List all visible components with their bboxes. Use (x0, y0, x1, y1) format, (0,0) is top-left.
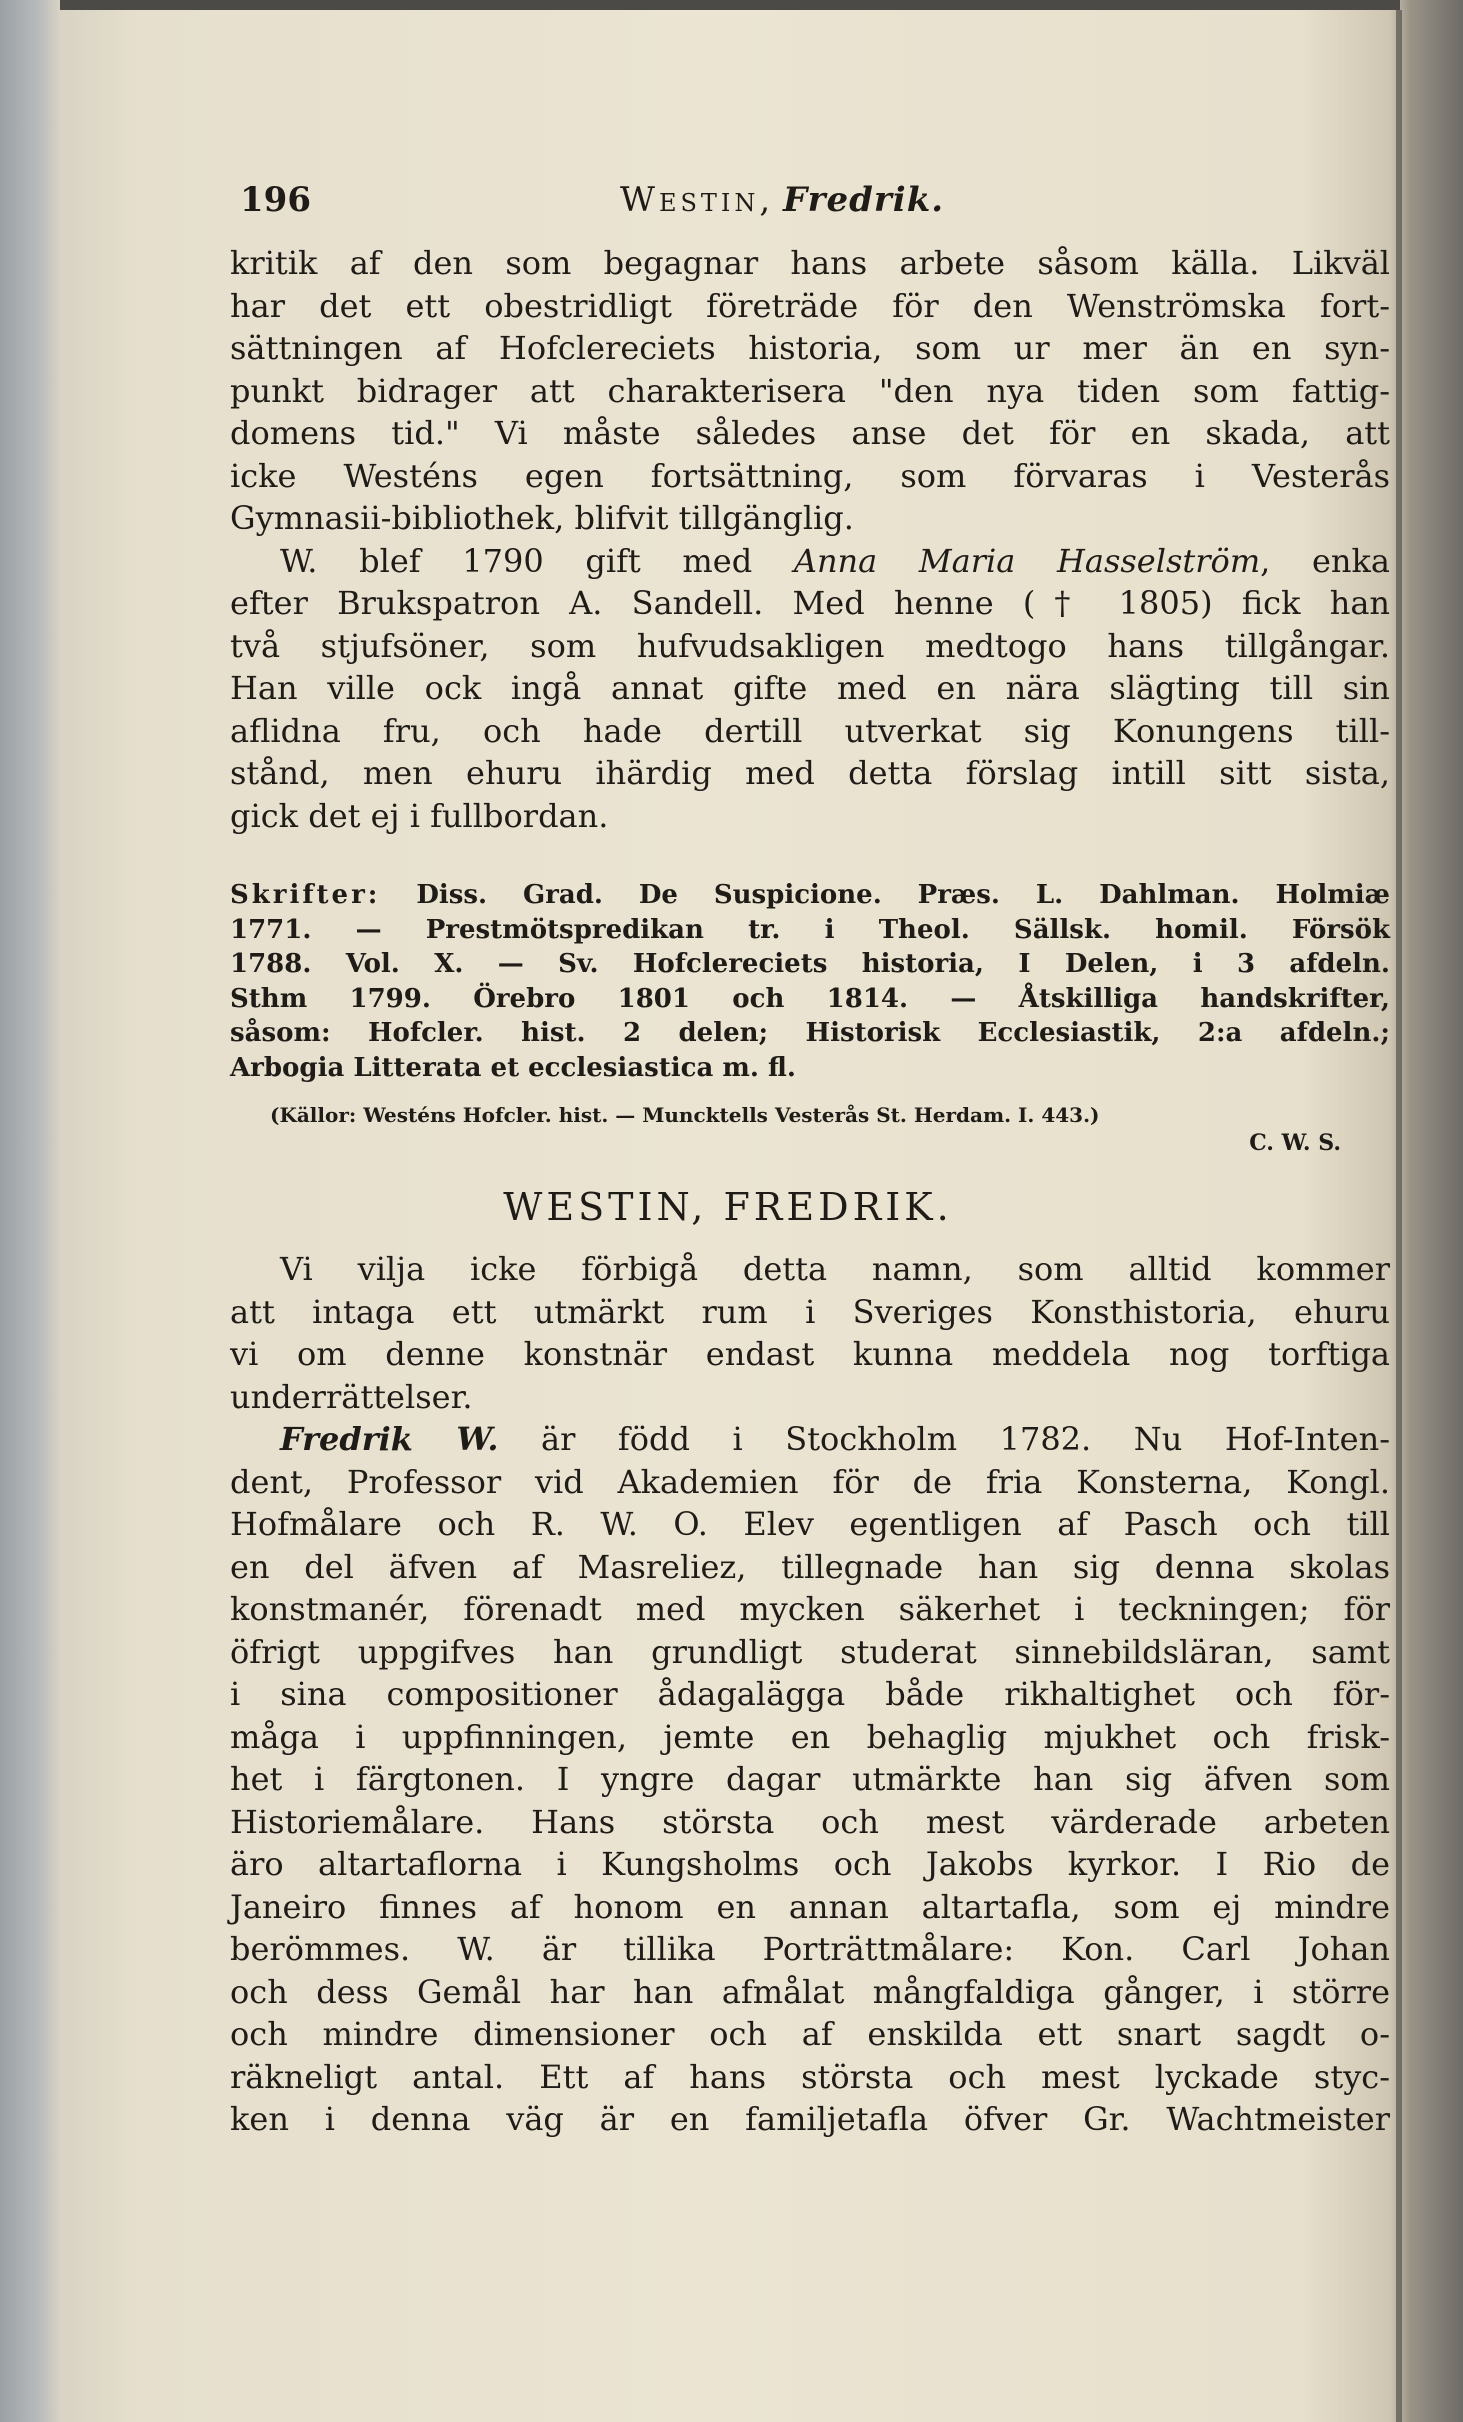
text-line (230, 540, 1390, 583)
text-run: Diss. Grad. De Suspicione. Præs. L. Dahlman. Holmiæ (416, 880, 1390, 910)
text-line: har det ett obestridligt företräde för den Wenströmska fort- (230, 286, 1390, 325)
text-run: , enka (1260, 541, 1391, 580)
text-line: måga i uppfinningen, jemte en behaglig mjukhet och frisk- (230, 1717, 1390, 1756)
text-line: öfrigt uppgifves han grundligt studerat sinnebildsläran, samt (230, 1632, 1390, 1671)
text-line: efter Brukspatron A. Sandell. Med henne († 1805) fick han (230, 584, 1390, 622)
text-line: och dess Gemål har han afmålat mångfaldiga gånger, i större (230, 1972, 1390, 2011)
text-line: Vi vilja icke förbigå detta namn, som alltid kommer (280, 1250, 1390, 1288)
text-line: Janeiro finnes af honom en annan altartafla, som ej mindre (230, 1887, 1390, 1926)
writings-line: Arbogia Litterata et ecclesiastica m. fl. (230, 1052, 796, 1083)
writings-line: såsom: Hofcler. hist. 2 delen; Historisk Ecclesiastik, 2:a afdeln.; (230, 1018, 1390, 1048)
author-signature: C. W. S. (1249, 1130, 1341, 1156)
text-line: ken i denna väg är en familjetafla öfver Gr. Wachtmeister (230, 2100, 1390, 2138)
text-line: två stjufsöner, som hufvudsakligen medtogo hans tillgångar. (230, 626, 1390, 665)
running-head-forename: Fredrik. (783, 180, 945, 220)
text-line: äro altartaflorna i Kungsholms och Jakobs kyrkor. I Rio de (230, 1845, 1390, 1883)
text-line: vi om denne konstnär endast kunna meddela nog torftiga (230, 1335, 1390, 1373)
text-line: konstmanér, förenadt med mycken säkerhet i teckningen; för (230, 1590, 1390, 1628)
text-line: aflidna fru, och hade dertill utverkat sig Konungens till- (230, 711, 1390, 750)
text-line: berömmes. W. är tillika Porträttmålare: Kon. Carl Johan (230, 1930, 1390, 1968)
subject-name: Fredrik W. (280, 1420, 499, 1458)
paragraph-critique (230, 242, 1390, 837)
text-line: och mindre dimensioner och af enskilda ett snart sagdt o- (230, 2015, 1390, 2053)
writings-line: 1788. Vol. X. — Sv. Hofclereciets historia, I Delen, i 3 afdeln. (230, 949, 1390, 979)
text-line: en del äfven af Masreliez, tillegnade han sig denna skolas (230, 1547, 1390, 1586)
text-line: punkt bidrager att charakterisera "den nya tiden som fattig- (230, 371, 1390, 410)
text-line: stånd, men ehuru ihärdig med detta förslag intill sitt sista, (230, 754, 1390, 792)
text-line: domens tid." Vi måste således anse det för en skada, att (230, 414, 1390, 452)
writings-list (230, 878, 1390, 1085)
section-title: WESTIN, FREDRIK. (503, 1185, 953, 1229)
writings-label: Skrifter: (230, 880, 381, 910)
text-line: gick det ej i fullbordan. (230, 796, 609, 835)
text-run: är född i Stockholm 1782. Nu Hof-Inten- (498, 1420, 1390, 1458)
page-number: 196 (240, 180, 311, 220)
text-line: i sina compositioner ådagalägga både rikhaltighet och för- (230, 1675, 1390, 1713)
sources-note: (Källor: Westéns Hofcler. hist. — Muncktells Vesterås St. Herdam. I. 443.) (270, 1103, 1100, 1127)
text-line: Historiemålare. Hans största och mest värderade arbeten (230, 1802, 1390, 1841)
text-run: W. blef 1790 gift med (280, 541, 794, 580)
text-line: kritik af den som begagnar hans arbete såsom källa. Likväl (230, 244, 1390, 282)
text-line: dent, Professor vid Akademien för de fria Konsterna, Kongl. (230, 1462, 1390, 1501)
text-line: att intaga ett utmärkt rum i Sveriges Konsthistoria, ehuru (230, 1292, 1390, 1331)
paragraph-biography (230, 1248, 1390, 2141)
text-line: icke Westéns egen fortsättning, som förvaras i Vesterås (230, 456, 1390, 495)
running-head (60, 180, 1396, 230)
text-line: Gymnasii-bibliothek, blifvit tillgänglig. (230, 499, 854, 537)
text-line (230, 1418, 1390, 1461)
text-line: underrättelser. (230, 1377, 473, 1416)
book-page (60, 10, 1396, 2422)
book-spine-edge (1396, 10, 1402, 2422)
text-line: het i färgtonen. I yngre dagar utmärkte han sig äfven som (230, 1760, 1390, 1798)
text-line: räkneligt antal. Ett af hans största och mest lyckade styc- (230, 2057, 1390, 2096)
writings-line: 1771. — Prestmötspredikan tr. i Theol. Sällsk. homil. Försök (230, 914, 1390, 945)
page-top-edge (60, 0, 1400, 10)
writings-line (230, 878, 1390, 913)
writings-line: Sthm 1799. Örebro 1801 och 1814. — Åtskilliga handskrifter, (230, 983, 1390, 1014)
running-head-title: Westin, Fredrik. (620, 180, 945, 220)
text-line: sättningen af Hofclereciets historia, som ur mer än en syn- (230, 329, 1390, 367)
text-line: Hofmålare och R. W. O. Elev egentligen af Pasch och till (230, 1505, 1390, 1543)
running-head-surname: Westin (620, 180, 760, 220)
spouse-name: Anna Maria Hasselström (793, 541, 1261, 580)
text-line: Han ville ock ingå annat gifte med en nära slägting till sin (230, 669, 1390, 707)
